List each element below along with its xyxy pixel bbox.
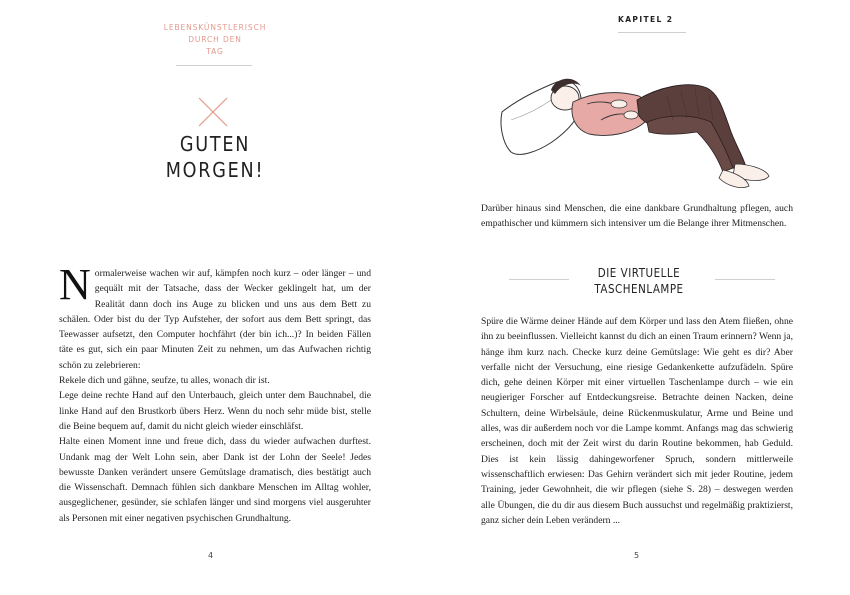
paragraph: Lege deine rechte Hand auf den Unterbauch, gleich unter dem Bauchnabel, die linke Hand auf den Brustkorb übers Herz. Wenn du noch sehr müde bist, stelle die Beine bequem auf, damit du nicht gleich wieder einschläfst. (59, 390, 371, 432)
chapter-label: KAPITEL 2 (618, 15, 674, 24)
divider (509, 279, 569, 280)
paragraph: Normalerweise wachen wir auf, kämpfen noch kurz – oder länger – und gequält mit der Tatsache, dass der Wecker geklingelt hat, um der Realität dann doch ins Auge zu blicken und uns aus dem Bett zu schälen. Oder bist du der Typ Aufsteher, der sofort aus dem Bett springt, das Teewasser aufsetzt, den Computer hochfährt (der bin ich...)? In beiden Fällen täte es gut, sich ein paar Minuten Zeit zu nehmen, um das Aufwachen richtig schön zu zelebrieren: (59, 260, 371, 371)
paragraph: Halte einen Moment inne und freue dich, dass du wieder aufwachen durftest. Undank mag der Welt Lohn sein, aber Dank ist der Lohn der Seele! Jedes bewusste Danken verändert unsere Gemütslage dramatisch, dies bestätigt auch die Wissenschaft. Demnach fühlen sich dankbare Menschen im Alltag wohler, ausgeglichener, gesünder, sie schlafen länger und sind morgens viel ausgeruhter als Personen mit einer negativen psychischen Grundhaltung. (59, 436, 371, 524)
divider (618, 32, 686, 33)
intro-paragraph: Darüber hinaus sind Menschen, die eine dankbare Grundhaltung pflegen, auch empathischer und kümmern sich intensiver um die Belange ihrer Mitmenschen. (481, 203, 793, 230)
divider (715, 279, 775, 280)
cross-ornament-icon (196, 95, 230, 129)
page-number: 4 (208, 551, 214, 560)
body-text (59, 260, 371, 526)
drop-cap: N (59, 260, 91, 309)
body-text: Spüre die Wärme deiner Hände auf dem Körper und lass den Atem fließen, ohne ihn zu beeinflussen. Vielleicht kannst du dich an einen Traum erinnern? Wenn ja, hänge ihm kurz nach. Checke kurz deine Gemütslage: Wie geht es dir? Aber verfalle nicht der Versuchung, eine riesige Gedankenkette aufzufädeln. Spüre dich, gehe deinen Körper mit einer virtuellen Taschenlampe durch – wie ein neugieriger Forscher auf Entdeckungsreise. Betrachte deinen Nacken, deine Schultern, deine Wirbelsäule, deine Rückenmuskulatur, Arme und Beine und alles, was dir außerdem noch vor die Lampe kommt. Anfangs mag das schwierig erscheinen, doch mit der Zeit wirst du darin Routine bekommen, hab Geduld. Dies ist kein lässig dahingeworfener Spruch, sondern mittlerweile wissenschaftlich erwiesen: Das Gehirn verändert sich mit jeder Routine, jedem Training, jeder Gewohnheit, die wir pflegen (siehe S. 28) – deswegen werden alle Übungen, die du dir aus diesem Buch aussuchst und regelmäßig praktizierst, ganz sicher dein Leben verändern ... (481, 316, 793, 526)
paragraph: Rekele dich und gähne, seufze, tu alles, wonach dir ist. (59, 375, 270, 387)
chapter-title: GUTEN MORGEN! (165, 132, 265, 182)
illustration-person-resting (497, 60, 777, 195)
page-number: 5 (634, 551, 640, 560)
running-head: LEBENSKÜNSTLERISCH DURCH DEN TAG (163, 23, 267, 56)
divider (176, 65, 252, 66)
right-page (425, 0, 850, 595)
subheading: DIE VIRTUELLE TASCHENLAMPE (594, 266, 684, 296)
